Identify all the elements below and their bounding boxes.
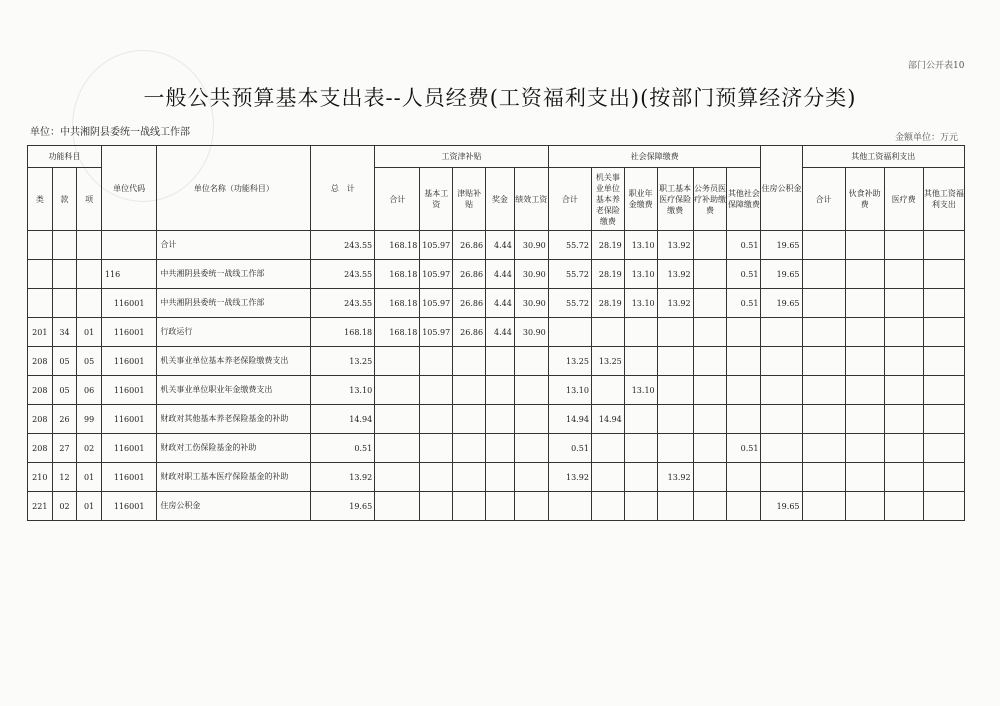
cell-civil-med <box>693 260 727 289</box>
cell-bonus: 4.44 <box>486 260 515 289</box>
header-other-soc: 其他社会保障缴费 <box>727 168 761 231</box>
cell-other-welfare <box>923 260 964 289</box>
header-pension: 机关事业单位基本养老保险缴费 <box>591 168 624 231</box>
cell-lei: 208 <box>28 405 53 434</box>
cell-allowance: 26.86 <box>453 289 486 318</box>
cell-total: 13.10 <box>311 376 375 405</box>
cell-pension: 28.19 <box>591 260 624 289</box>
cell-med-ins: 13.92 <box>657 260 693 289</box>
cell-kuan: 34 <box>52 318 77 347</box>
header-medical: 医疗费 <box>884 168 923 231</box>
cell-unit-code: 116001 <box>101 376 156 405</box>
cell-meal <box>845 405 884 434</box>
cell-wage-sum <box>375 434 420 463</box>
header-housing: 住房公积金 <box>761 146 802 231</box>
header-social-group: 社会保障缴费 <box>548 146 761 168</box>
cell-other-welfare <box>923 231 964 260</box>
cell-annuity: 13.10 <box>624 289 657 318</box>
cell-civil-med <box>693 463 727 492</box>
cell-oth-sum <box>802 405 845 434</box>
cell-total: 243.55 <box>311 231 375 260</box>
header-wage-group: 工资津补贴 <box>375 146 549 168</box>
cell-meal <box>845 492 884 521</box>
cell-base-wage: 105.97 <box>420 289 453 318</box>
table-row <box>28 492 965 521</box>
cell-other-welfare <box>923 463 964 492</box>
cell-allowance <box>453 405 486 434</box>
cell-other-soc <box>727 492 761 521</box>
cell-soc-sum: 13.92 <box>548 463 591 492</box>
header-oth-sum: 合计 <box>802 168 845 231</box>
cell-unit-name: 财政对其他基本养老保险基金的补助 <box>157 405 311 434</box>
cell-annuity: 13.10 <box>624 260 657 289</box>
cell-pension <box>591 318 624 347</box>
cell-base-wage <box>420 463 453 492</box>
cell-soc-sum: 55.72 <box>548 231 591 260</box>
cell-med-ins: 13.92 <box>657 231 693 260</box>
cell-meal <box>845 463 884 492</box>
table-row <box>28 318 965 347</box>
cell-annuity: 13.10 <box>624 231 657 260</box>
cell-housing: 19.65 <box>761 260 802 289</box>
cell-medical <box>884 231 923 260</box>
header-kuan: 款 <box>52 168 77 231</box>
cell-oth-sum <box>802 492 845 521</box>
cell-bonus <box>486 376 515 405</box>
cell-civil-med <box>693 434 727 463</box>
cell-lei: 221 <box>28 492 53 521</box>
cell-kuan <box>52 260 77 289</box>
cell-unit-code: 116001 <box>101 434 156 463</box>
cell-base-wage <box>420 376 453 405</box>
header-soc-sum: 合计 <box>548 168 591 231</box>
header-wage-sum: 合计 <box>375 168 420 231</box>
cell-soc-sum: 55.72 <box>548 289 591 318</box>
cell-meal <box>845 434 884 463</box>
cell-medical <box>884 347 923 376</box>
cell-meal <box>845 260 884 289</box>
cell-unit-name: 住房公积金 <box>157 492 311 521</box>
cell-medical <box>884 492 923 521</box>
cell-lei: 208 <box>28 434 53 463</box>
cell-annuity <box>624 434 657 463</box>
cell-unit-name: 财政对职工基本医疗保险基金的补助 <box>157 463 311 492</box>
cell-meal <box>845 231 884 260</box>
cell-xiang <box>77 231 102 260</box>
cell-unit-name: 机关事业单位基本养老保险缴费支出 <box>157 347 311 376</box>
table-row <box>28 405 965 434</box>
cell-base-wage: 105.97 <box>420 231 453 260</box>
cell-allowance: 26.86 <box>453 318 486 347</box>
cell-soc-sum: 0.51 <box>548 434 591 463</box>
cell-total: 14.94 <box>311 405 375 434</box>
cell-perf-wage <box>514 347 548 376</box>
header-func-subject: 功能科目 <box>28 146 102 168</box>
cell-unit-name: 合计 <box>157 231 311 260</box>
cell-lei: 201 <box>28 318 53 347</box>
cell-wage-sum <box>375 405 420 434</box>
cell-wage-sum <box>375 492 420 521</box>
cell-unit-code: 116001 <box>101 405 156 434</box>
cell-kuan: 12 <box>52 463 77 492</box>
cell-unit-name: 机关事业单位职业年金缴费支出 <box>157 376 311 405</box>
cell-annuity <box>624 492 657 521</box>
cell-medical <box>884 463 923 492</box>
cell-xiang: 99 <box>77 405 102 434</box>
cell-total: 0.51 <box>311 434 375 463</box>
cell-xiang <box>77 289 102 318</box>
cell-housing <box>761 463 802 492</box>
cell-med-ins <box>657 318 693 347</box>
cell-civil-med <box>693 318 727 347</box>
cell-medical <box>884 434 923 463</box>
header-allowance: 津贴补贴 <box>453 168 486 231</box>
cell-base-wage: 105.97 <box>420 318 453 347</box>
cell-total: 13.92 <box>311 463 375 492</box>
cell-civil-med <box>693 376 727 405</box>
cell-med-ins <box>657 376 693 405</box>
cell-wage-sum <box>375 463 420 492</box>
cell-perf-wage: 30.90 <box>514 289 548 318</box>
cell-housing <box>761 434 802 463</box>
cell-xiang: 06 <box>77 376 102 405</box>
money-unit-label: 金额单位：万元 <box>895 133 959 143</box>
cell-meal <box>845 347 884 376</box>
cell-med-ins <box>657 492 693 521</box>
cell-unit-name: 中共湘阴县委统一战线工作部 <box>157 289 311 318</box>
cell-other-welfare <box>923 376 964 405</box>
cell-civil-med <box>693 231 727 260</box>
cell-other-soc <box>727 347 761 376</box>
cell-allowance: 26.86 <box>453 260 486 289</box>
cell-xiang: 05 <box>77 347 102 376</box>
header-bonus: 奖金 <box>486 168 515 231</box>
cell-unit-code: 116001 <box>101 492 156 521</box>
cell-unit-name: 财政对工伤保险基金的补助 <box>157 434 311 463</box>
cell-xiang: 02 <box>77 434 102 463</box>
cell-lei <box>28 231 53 260</box>
cell-civil-med <box>693 405 727 434</box>
cell-other-soc: 0.51 <box>727 231 761 260</box>
cell-civil-med <box>693 347 727 376</box>
cell-xiang: 01 <box>77 318 102 347</box>
header-base-wage: 基本工资 <box>420 168 453 231</box>
header-xiang: 项 <box>77 168 102 231</box>
cell-med-ins <box>657 347 693 376</box>
cell-soc-sum: 55.72 <box>548 260 591 289</box>
cell-wage-sum <box>375 347 420 376</box>
cell-soc-sum: 14.94 <box>548 405 591 434</box>
cell-wage-sum: 168.18 <box>375 260 420 289</box>
cell-base-wage <box>420 347 453 376</box>
cell-annuity <box>624 405 657 434</box>
table-row <box>28 289 965 318</box>
header-civil-med: 公务员医疗补助缴费 <box>693 168 727 231</box>
form-number: 部门公开表10 <box>908 61 965 71</box>
cell-other-soc <box>727 318 761 347</box>
cell-med-ins: 13.92 <box>657 289 693 318</box>
cell-perf-wage <box>514 463 548 492</box>
cell-kuan: 27 <box>52 434 77 463</box>
cell-oth-sum <box>802 260 845 289</box>
cell-oth-sum <box>802 231 845 260</box>
cell-pension <box>591 463 624 492</box>
cell-base-wage: 105.97 <box>420 260 453 289</box>
cell-kuan: 05 <box>52 376 77 405</box>
cell-bonus <box>486 405 515 434</box>
cell-unit-code <box>101 231 156 260</box>
expenditure-table <box>27 145 965 521</box>
cell-pension <box>591 376 624 405</box>
cell-wage-sum <box>375 376 420 405</box>
cell-perf-wage <box>514 434 548 463</box>
cell-annuity <box>624 347 657 376</box>
cell-other-welfare <box>923 405 964 434</box>
cell-kuan: 26 <box>52 405 77 434</box>
cell-unit-code: 116001 <box>101 347 156 376</box>
cell-wage-sum: 168.18 <box>375 289 420 318</box>
cell-bonus <box>486 434 515 463</box>
table-row <box>28 231 965 260</box>
cell-housing <box>761 347 802 376</box>
cell-bonus: 4.44 <box>486 231 515 260</box>
cell-soc-sum <box>548 492 591 521</box>
table-row <box>28 260 965 289</box>
cell-housing <box>761 376 802 405</box>
cell-kuan: 05 <box>52 347 77 376</box>
cell-perf-wage: 30.90 <box>514 231 548 260</box>
cell-other-soc: 0.51 <box>727 434 761 463</box>
cell-med-ins <box>657 405 693 434</box>
cell-lei <box>28 260 53 289</box>
cell-civil-med <box>693 289 727 318</box>
cell-medical <box>884 405 923 434</box>
cell-housing <box>761 318 802 347</box>
cell-allowance <box>453 492 486 521</box>
cell-housing <box>761 405 802 434</box>
cell-soc-sum: 13.10 <box>548 376 591 405</box>
table-row <box>28 434 965 463</box>
cell-unit-code: 116001 <box>101 318 156 347</box>
cell-bonus <box>486 492 515 521</box>
cell-housing: 19.65 <box>761 289 802 318</box>
cell-pension: 13.25 <box>591 347 624 376</box>
cell-pension <box>591 434 624 463</box>
unit-label: 单位：中共湘阴县委统一战线工作部 <box>30 127 190 138</box>
cell-lei: 208 <box>28 376 53 405</box>
cell-oth-sum <box>802 463 845 492</box>
cell-lei <box>28 289 53 318</box>
cell-kuan <box>52 289 77 318</box>
cell-base-wage <box>420 434 453 463</box>
cell-soc-sum <box>548 318 591 347</box>
cell-annuity <box>624 463 657 492</box>
cell-unit-code: 116 <box>101 260 156 289</box>
cell-other-welfare <box>923 318 964 347</box>
cell-other-soc <box>727 376 761 405</box>
cell-allowance <box>453 434 486 463</box>
cell-total: 243.55 <box>311 260 375 289</box>
cell-pension: 14.94 <box>591 405 624 434</box>
cell-bonus: 4.44 <box>486 318 515 347</box>
header-unit-code: 单位代码 <box>101 146 156 231</box>
cell-oth-sum <box>802 289 845 318</box>
header-meal: 伙食补助费 <box>845 168 884 231</box>
cell-oth-sum <box>802 434 845 463</box>
cell-perf-wage <box>514 405 548 434</box>
cell-medical <box>884 289 923 318</box>
cell-kuan: 02 <box>52 492 77 521</box>
cell-oth-sum <box>802 347 845 376</box>
cell-perf-wage: 30.90 <box>514 318 548 347</box>
cell-other-welfare <box>923 289 964 318</box>
cell-bonus <box>486 347 515 376</box>
cell-allowance <box>453 463 486 492</box>
cell-lei: 210 <box>28 463 53 492</box>
cell-kuan <box>52 231 77 260</box>
header-lei: 类 <box>28 168 53 231</box>
cell-oth-sum <box>802 376 845 405</box>
cell-perf-wage <box>514 492 548 521</box>
cell-medical <box>884 318 923 347</box>
cell-unit-name: 行政运行 <box>157 318 311 347</box>
cell-total: 19.65 <box>311 492 375 521</box>
cell-soc-sum: 13.25 <box>548 347 591 376</box>
table-row <box>28 463 965 492</box>
cell-other-soc <box>727 463 761 492</box>
header-perf-wage: 绩效工资 <box>514 168 548 231</box>
cell-annuity <box>624 318 657 347</box>
header-unit-name: 单位名称（功能科目） <box>157 146 311 231</box>
cell-housing: 19.65 <box>761 231 802 260</box>
cell-lei: 208 <box>28 347 53 376</box>
cell-wage-sum: 168.18 <box>375 231 420 260</box>
cell-annuity: 13.10 <box>624 376 657 405</box>
header-other-welfare: 其他工资福利支出 <box>923 168 964 231</box>
cell-other-welfare <box>923 492 964 521</box>
cell-other-welfare <box>923 347 964 376</box>
cell-medical <box>884 260 923 289</box>
cell-other-soc: 0.51 <box>727 260 761 289</box>
cell-allowance: 26.86 <box>453 231 486 260</box>
cell-pension: 28.19 <box>591 231 624 260</box>
cell-unit-code: 116001 <box>101 289 156 318</box>
cell-total: 168.18 <box>311 318 375 347</box>
cell-unit-code: 116001 <box>101 463 156 492</box>
cell-total: 13.25 <box>311 347 375 376</box>
cell-pension: 28.19 <box>591 289 624 318</box>
cell-bonus <box>486 463 515 492</box>
table-row <box>28 376 965 405</box>
page-title: 一般公共预算基本支出表--人员经费(工资福利支出)(按部门预算经济分类) <box>143 86 857 110</box>
cell-meal <box>845 289 884 318</box>
cell-housing: 19.65 <box>761 492 802 521</box>
cell-allowance <box>453 376 486 405</box>
cell-other-soc: 0.51 <box>727 289 761 318</box>
cell-other-soc <box>727 405 761 434</box>
cell-oth-sum <box>802 318 845 347</box>
cell-other-welfare <box>923 434 964 463</box>
cell-civil-med <box>693 492 727 521</box>
cell-base-wage <box>420 492 453 521</box>
cell-meal <box>845 318 884 347</box>
cell-base-wage <box>420 405 453 434</box>
cell-perf-wage <box>514 376 548 405</box>
header-other-group: 其他工资福利支出 <box>802 146 965 168</box>
cell-xiang: 01 <box>77 492 102 521</box>
cell-medical <box>884 376 923 405</box>
cell-med-ins <box>657 434 693 463</box>
cell-total: 243.55 <box>311 289 375 318</box>
cell-bonus: 4.44 <box>486 289 515 318</box>
cell-perf-wage: 30.90 <box>514 260 548 289</box>
cell-unit-name: 中共湘阴县委统一战线工作部 <box>157 260 311 289</box>
cell-med-ins: 13.92 <box>657 463 693 492</box>
header-total: 总 计 <box>311 146 375 231</box>
header-med-ins: 职工基本医疗保险缴费 <box>657 168 693 231</box>
cell-xiang <box>77 260 102 289</box>
cell-pension <box>591 492 624 521</box>
cell-wage-sum: 168.18 <box>375 318 420 347</box>
table-row <box>28 347 965 376</box>
cell-allowance <box>453 347 486 376</box>
cell-meal <box>845 376 884 405</box>
header-annuity: 职业年金缴费 <box>624 168 657 231</box>
cell-xiang: 01 <box>77 463 102 492</box>
